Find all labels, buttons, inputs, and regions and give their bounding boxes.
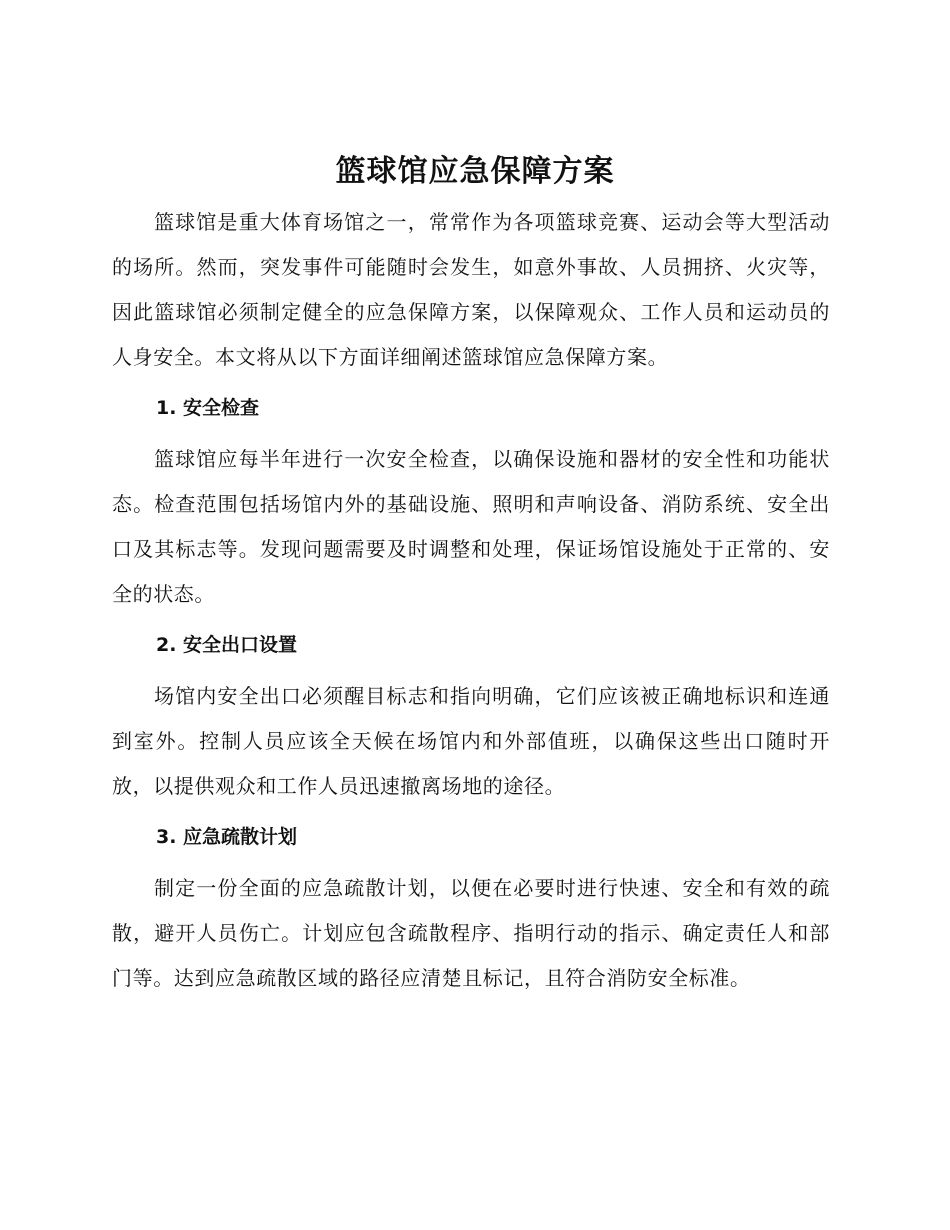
document-body (112, 200, 830, 1001)
document-title: 篮球馆应急保障方案 (335, 154, 615, 189)
section-body-safety-inspection: 篮球馆应每半年进行一次安全检查，以确保设施和器材的安全性和功能状态。检查范围包括场馆内外的基础设施、照明和声响设备、消防系统、安全出口及其标志等。发现问题需要及时调整和处理，保证场馆设施处于正常的、安全的状态。 (112, 447, 830, 606)
section-body-evacuation-plan: 制定一份全面的应急疏散计划，以便在必要时进行快速、安全和有效的疏散，避开人员伤亡。计划应包含疏散程序、指明行动的指示、确定责任人和部门等。达到应急疏散区域的路径应清楚且标记，且符合消防安全标准。 (112, 876, 830, 990)
section-heading-evacuation-plan: 3. 应急疏散计划 (156, 826, 298, 848)
section-heading-safety-inspection: 1. 安全检查 (156, 397, 260, 419)
section-heading-emergency-exits: 2. 安全出口设置 (156, 634, 298, 656)
intro-paragraph: 篮球馆是重大体育场馆之一，常常作为各项篮球竞赛、运动会等大型活动的场所。然而，突发事件可能随时会发生，如意外事故、人员拥挤、火灾等，因此篮球馆必须制定健全的应急保障方案，以保障观众、工作人员和运动员的人身安全。本文将从以下方面详细阐述篮球馆应急保障方案。 (112, 210, 830, 369)
section-body-emergency-exits: 场馆内安全出口必须醒目标志和指向明确，它们应该被正确地标识和连通到室外。控制人员应该全天候在场馆内和外部值班，以确保这些出口随时开放，以提供观众和工作人员迅速撤离场地的途径。 (112, 684, 830, 798)
